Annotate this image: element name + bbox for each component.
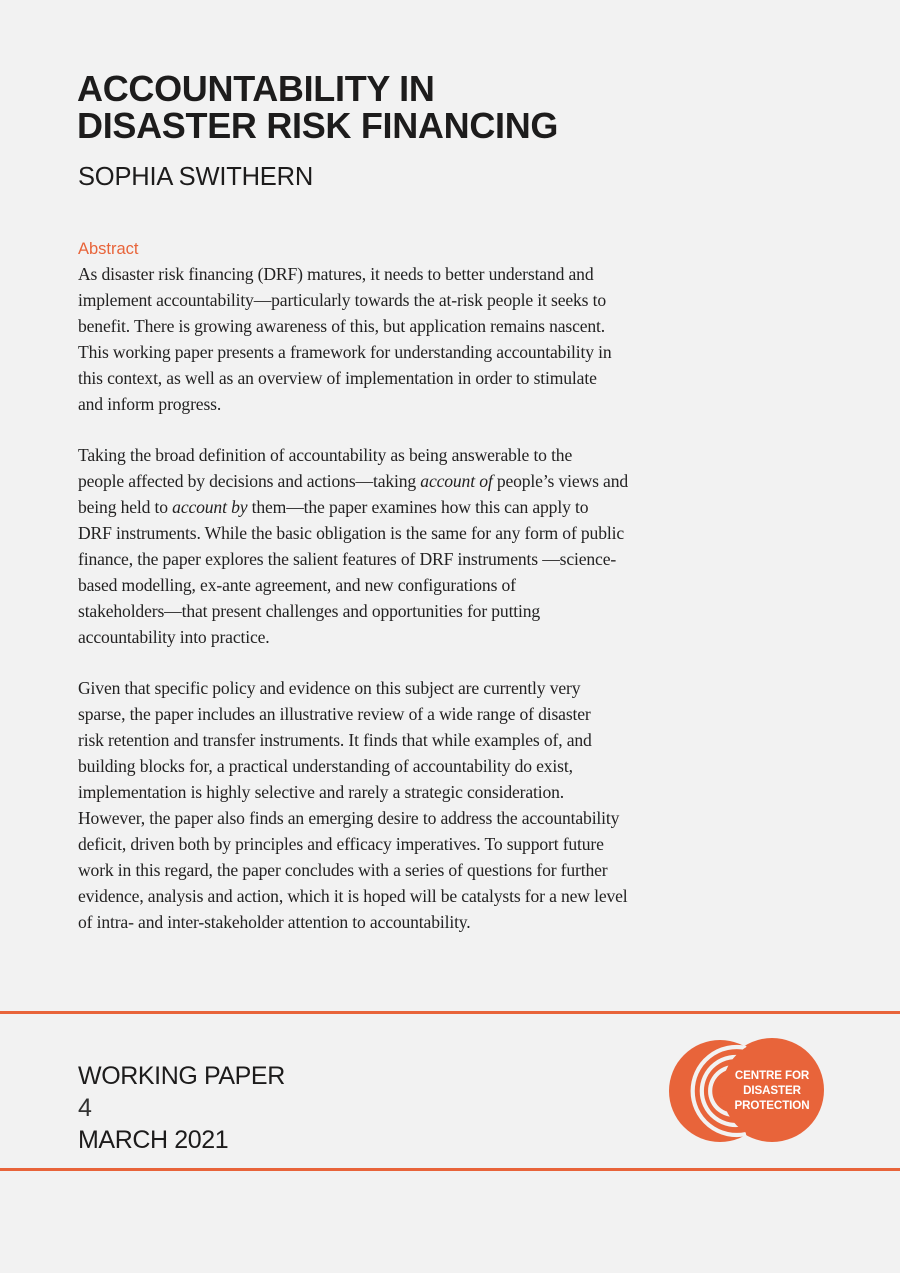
series-number: 4: [78, 1094, 92, 1122]
author-name: SOPHIA SWITHERN: [78, 163, 314, 191]
text-line: stakeholders—that present challenges and opportunities for putting: [78, 601, 541, 621]
text-run: people affected by decisions and actions—taking: [78, 471, 421, 491]
text-line: building blocks for, a practical understanding of accountability do exist,: [78, 756, 573, 776]
text-line: of intra- and inter-stakeholder attention to accountability.: [78, 912, 471, 932]
abstract-paragraph-3: [78, 675, 628, 935]
text-line: work in this regard, the paper concludes with a series of questions for further: [78, 860, 608, 880]
text-line: benefit. There is growing awareness of this, but application remains nascent.: [78, 316, 606, 336]
abstract-paragraph-2: [78, 442, 628, 650]
text-line: As disaster risk financing (DRF) matures, it needs to better understand and: [78, 264, 594, 284]
text-line: this context, as well as an overview of implementation in order to stimulate: [78, 368, 597, 388]
text-line: evidence, analysis and action, which it is hoped will be catalysts for a new level: [78, 886, 628, 906]
text-line: Given that specific policy and evidence on this subject are currently very: [78, 678, 581, 698]
series-label: WORKING PAPER: [78, 1062, 285, 1090]
publication-date: MARCH 2021: [78, 1126, 229, 1154]
series-info: [78, 1060, 285, 1156]
title-line-1: ACCOUNTABILITY IN: [77, 68, 435, 109]
text-run: them—the paper examines how this can apply to: [247, 497, 589, 517]
text-line: implementation is highly selective and rarely a strategic consideration.: [78, 782, 565, 802]
text-line: based modelling, ex-ante agreement, and new configurations of: [78, 575, 516, 595]
text-line: Taking the broad definition of accountability as being answerable to the: [78, 445, 573, 465]
text-line: [78, 468, 628, 494]
italic-emphasis: account of: [420, 471, 493, 491]
document-title: [77, 70, 558, 144]
logo-text-line: PROTECTION: [734, 1099, 810, 1112]
title-line-2: DISASTER RISK FINANCING: [77, 105, 559, 146]
abstract-heading: Abstract: [78, 240, 139, 258]
abstract-paragraph-1: [78, 261, 612, 417]
text-line: and inform progress.: [78, 394, 222, 414]
text-run: being held to: [78, 497, 173, 517]
text-line: implement accountability—particularly towards the at-risk people it seeks to: [78, 290, 606, 310]
text-line: DRF instruments. While the basic obligation is the same for any form of public: [78, 523, 624, 543]
text-line: However, the paper also finds an emerging desire to address the accountability: [78, 808, 620, 828]
text-line: finance, the paper explores the salient features of DRF instruments —science-: [78, 549, 617, 569]
text-line: [78, 494, 628, 520]
logo-text-line: CENTRE FOR: [734, 1069, 810, 1082]
logo-wordmark: [726, 1068, 818, 1113]
text-line: sparse, the paper includes an illustrative review of a wide range of disaster: [78, 704, 591, 724]
logo-text-line: DISASTER: [743, 1084, 801, 1097]
text-run: people’s views and: [492, 471, 629, 491]
text-line: risk retention and transfer instruments. It finds that while examples of, and: [78, 730, 592, 750]
text-line: accountability into practice.: [78, 627, 270, 647]
footer-divider-top: [0, 1011, 900, 1014]
text-line: This working paper presents a framework for understanding accountability in: [78, 342, 612, 362]
footer-divider-bottom: [0, 1168, 900, 1171]
text-line: deficit, driven both by principles and efficacy imperatives. To support future: [78, 834, 604, 854]
series-line: [78, 1060, 285, 1124]
italic-emphasis: account by: [172, 497, 248, 517]
